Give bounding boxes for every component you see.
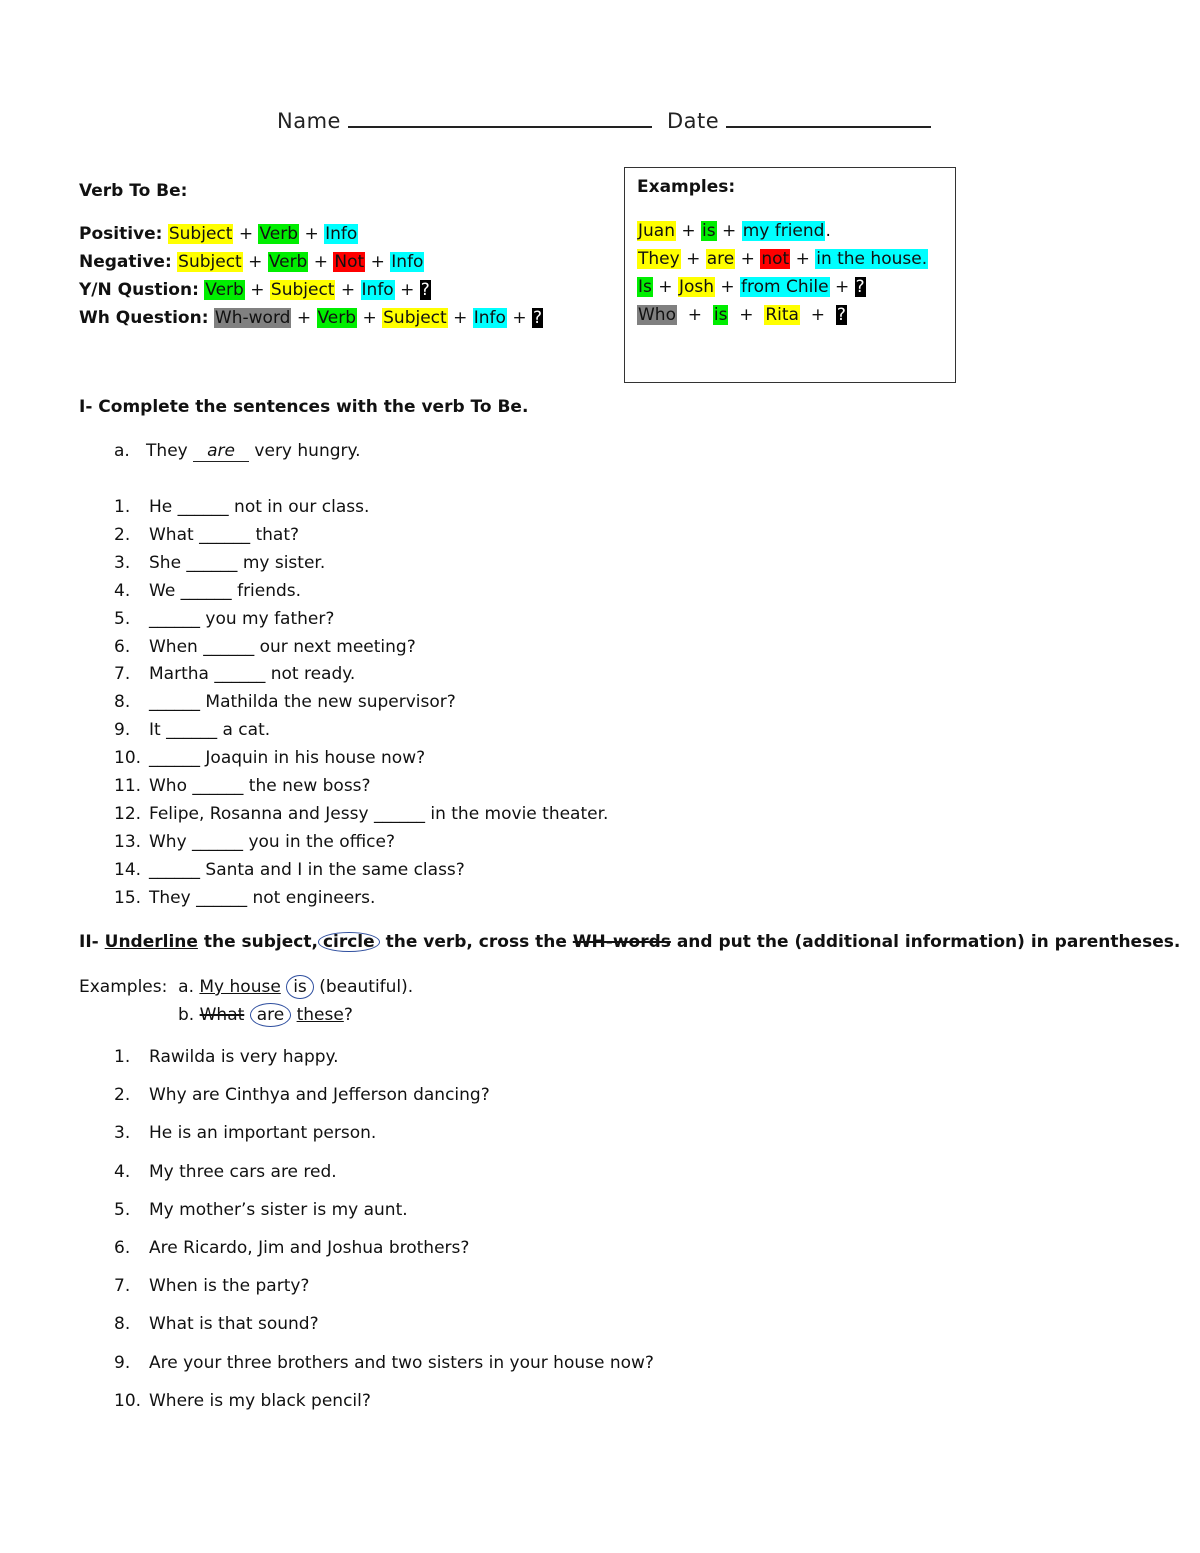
list-item-text: ______ you my father? [149,608,335,629]
rule-yn-question: Y/N Qustion: Verb + Subject + Info + ? [79,280,430,300]
list-item-text: Who ______ the new boss? [149,776,371,796]
list-item-number: 1. [114,497,131,517]
example-answer: are [193,441,249,462]
list-item-number: 8. [114,1314,131,1335]
list-item-number: 14. [114,859,142,880]
section1-example: a. They are very hungry. [114,441,361,461]
list-item-number: 3. [114,552,131,573]
name-blank[interactable] [348,106,652,128]
list-item-number: 6. [114,636,131,657]
list-item-text: My three cars are red. [149,1161,337,1182]
name-label: Name [277,109,341,133]
list-item-number: 10. [114,1390,142,1411]
example-line-2: They + are + not + in the house. [638,249,928,269]
list-item-text: He is an important person. [149,1123,377,1144]
list-item-text: Are Ricardo, Jim and Joshua brothers? [149,1238,470,1258]
rule-wh-question: Wh Question: Wh-word + Verb + Subject + Info + ? [79,308,543,328]
list-item-text: What is that sound? [149,1314,319,1335]
section1-title: I- Complete the sentences with the verb To Be. [79,397,529,417]
list-item-number: 10. [114,748,142,769]
examples-box [624,167,956,383]
date-field [667,106,931,133]
examples-title: Examples: [637,177,736,197]
list-item-number: 11. [114,776,142,796]
list-item-number: 3. [114,1123,131,1144]
section2-example-a: Examples: a. My house is (beautiful). [79,977,414,997]
list-item-text: Where is my black pencil? [149,1390,371,1411]
list-item-number: 1. [114,1047,131,1067]
list-item-text: When is the party? [149,1276,310,1297]
example-line-1: Juan + is + my friend. [638,221,831,241]
date-blank[interactable] [726,106,931,128]
list-item-text: Why ______ you in the office? [149,831,395,852]
list-item-text: ______ Mathilda the new supervisor? [149,692,456,713]
list-item-number: 2. [114,524,131,545]
list-item-text: We ______ friends. [149,580,302,601]
list-item-number: 9. [114,720,131,741]
list-item-text: My mother’s sister is my aunt. [149,1199,408,1220]
date-label: Date [667,109,720,133]
list-item-number: 4. [114,580,131,601]
list-item-text: ______ Joaquin in his house now? [149,748,426,769]
list-item-number: 5. [114,608,131,629]
grammar-title: Verb To Be: [79,181,188,201]
list-item-number: 7. [114,1276,131,1297]
list-item-number: 15. [114,887,142,908]
rule-positive: Positive: Subject + Verb + Info [79,224,358,244]
list-item-text: She ______ my sister. [149,552,326,573]
list-item-number: 9. [114,1352,131,1373]
list-item-number: 7. [114,664,131,685]
list-item-text: He ______ not in our class. [149,497,370,517]
example-line-3: Is + Josh + from Chile + ? [638,277,865,297]
list-item-text: It ______ a cat. [149,720,271,741]
list-item-text: Rawilda is very happy. [149,1047,339,1067]
list-item-text: Felipe, Rosanna and Jessy ______ in the movie theater. [149,803,609,824]
list-item-text: Are your three brothers and two sisters in your house now? [149,1352,654,1373]
section2-title: II- Underline the subject, circle the verb, cross the WH-words and put the (additional information) in parentheses. [79,932,1181,952]
list-item-number: 6. [114,1238,131,1258]
list-item-number: 13. [114,831,142,852]
list-item-number: 4. [114,1161,131,1182]
name-field [277,106,652,133]
rule-negative: Negative: Subject + Verb + Not + Info [79,252,424,272]
list-item-text: When ______ our next meeting? [149,636,416,657]
list-item-number: 8. [114,692,131,713]
section2-example-b: b. What are these? [178,1005,353,1025]
list-item-text: What ______ that? [149,524,300,545]
list-item-text: They ______ not engineers. [149,887,376,908]
list-item-text: Why are Cinthya and Jefferson dancing? [149,1085,490,1106]
example-line-4: Who + is + Rita + ? [638,305,846,325]
list-item-number: 5. [114,1199,131,1220]
list-item-text: Martha ______ not ready. [149,664,356,685]
list-item-text: ______ Santa and I in the same class? [149,859,465,880]
list-item-number: 12. [114,803,142,824]
list-item-number: 2. [114,1085,131,1106]
